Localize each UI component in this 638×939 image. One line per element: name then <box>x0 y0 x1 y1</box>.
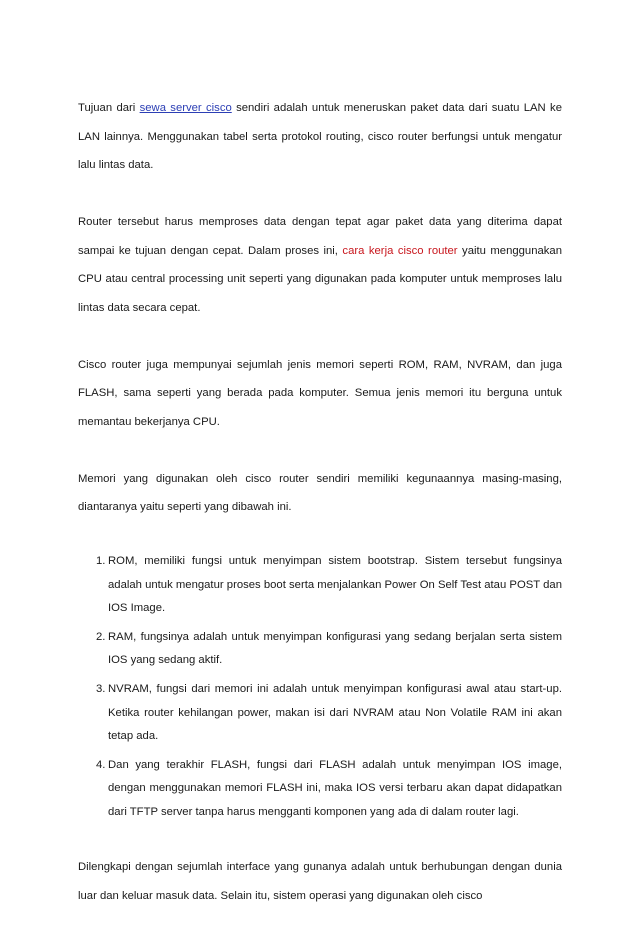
list-item-number: 4. <box>96 758 106 771</box>
paragraph-1-text-start: Tujuan dari <box>78 102 140 114</box>
list-item <box>96 678 562 749</box>
document-body <box>78 94 562 939</box>
paragraph-1 <box>78 94 562 180</box>
paragraph-3: Cisco router juga mempunyai sejumlah jenis memori seperti ROM, RAM, NVRAM, dan juga FLASH, sama seperti yang berada pada komputer. Semua jenis memori itu berguna untuk memantau bekerjanya CPU. <box>78 358 562 428</box>
list-item-text: RAM, fungsinya adalah untuk menyimpan konfigurasi yang sedang berjalan serta sistem IOS yang sedang aktif. <box>108 630 562 667</box>
paragraph-2 <box>78 208 562 322</box>
list-item-text: NVRAM, fungsi dari memori ini adalah untuk menyimpan konfigurasi awal atau start-up. Ketika router kehilangan power, makan isi dari NVRAM atau Non Volatile RAM ini akan tetap ada. <box>108 682 562 743</box>
list-item-number: 1. <box>96 555 106 567</box>
paragraph-2-text-start: Router tersebut harus memproses data dengan tepat agar paket data yang diterima dapat sampai ke tujuan dengan cepat. Dalam proses ini, <box>78 216 562 257</box>
sewa-server-cisco-link[interactable]: sewa server cisco <box>139 102 232 114</box>
cara-kerja-cisco-router-link[interactable]: cara kerja cisco router <box>342 244 458 257</box>
paragraph-4: Memori yang digunakan oleh cisco router sendiri memiliki kegunaannya masing-masing, diantaranya yaitu seperti yang dibawah ini. <box>78 472 562 513</box>
paragraph-2-text-end: yaitu menggunakan CPU atau central processing unit seperti yang digunakan pada komputer untuk memproses lalu lintas data secara cepat. <box>78 244 562 314</box>
list-item <box>96 626 562 673</box>
paragraph-1-text-end: sendiri adalah untuk meneruskan paket data dari suatu LAN ke LAN lainnya. Menggunakan tabel serta protokol routing, cisco router berfungsi untuk mengatur lalu lintas data. <box>78 102 562 171</box>
memory-list <box>78 550 562 825</box>
list-item-text: Dan yang terakhir FLASH, fungsi dari FLASH adalah untuk menyimpan IOS image, dengan menggunakan memori FLASH ini, maka IOS versi terbaru akan dapat didapatkan dari TFTP server tanpa harus mengganti komponen yang ada di dalam router lagi. <box>108 758 562 818</box>
list-item <box>96 550 562 621</box>
list-item-number: 2. <box>96 630 106 643</box>
list-item-number: 3. <box>96 682 106 695</box>
list-item <box>96 754 562 825</box>
list-item-text: ROM, memiliki fungsi untuk menyimpan sistem bootstrap. Sistem tersebut fungsinya adalah untuk mengatur proses boot serta menjalankan Power On Self Test atau POST dan IOS Image. <box>108 555 562 615</box>
paragraph-5: Dilengkapi dengan sejumlah interface yang gunanya adalah untuk berhubungan dengan dunia luar dan keluar masuk data. Selain itu, sistem operasi yang digunakan oleh cisco <box>78 861 562 902</box>
